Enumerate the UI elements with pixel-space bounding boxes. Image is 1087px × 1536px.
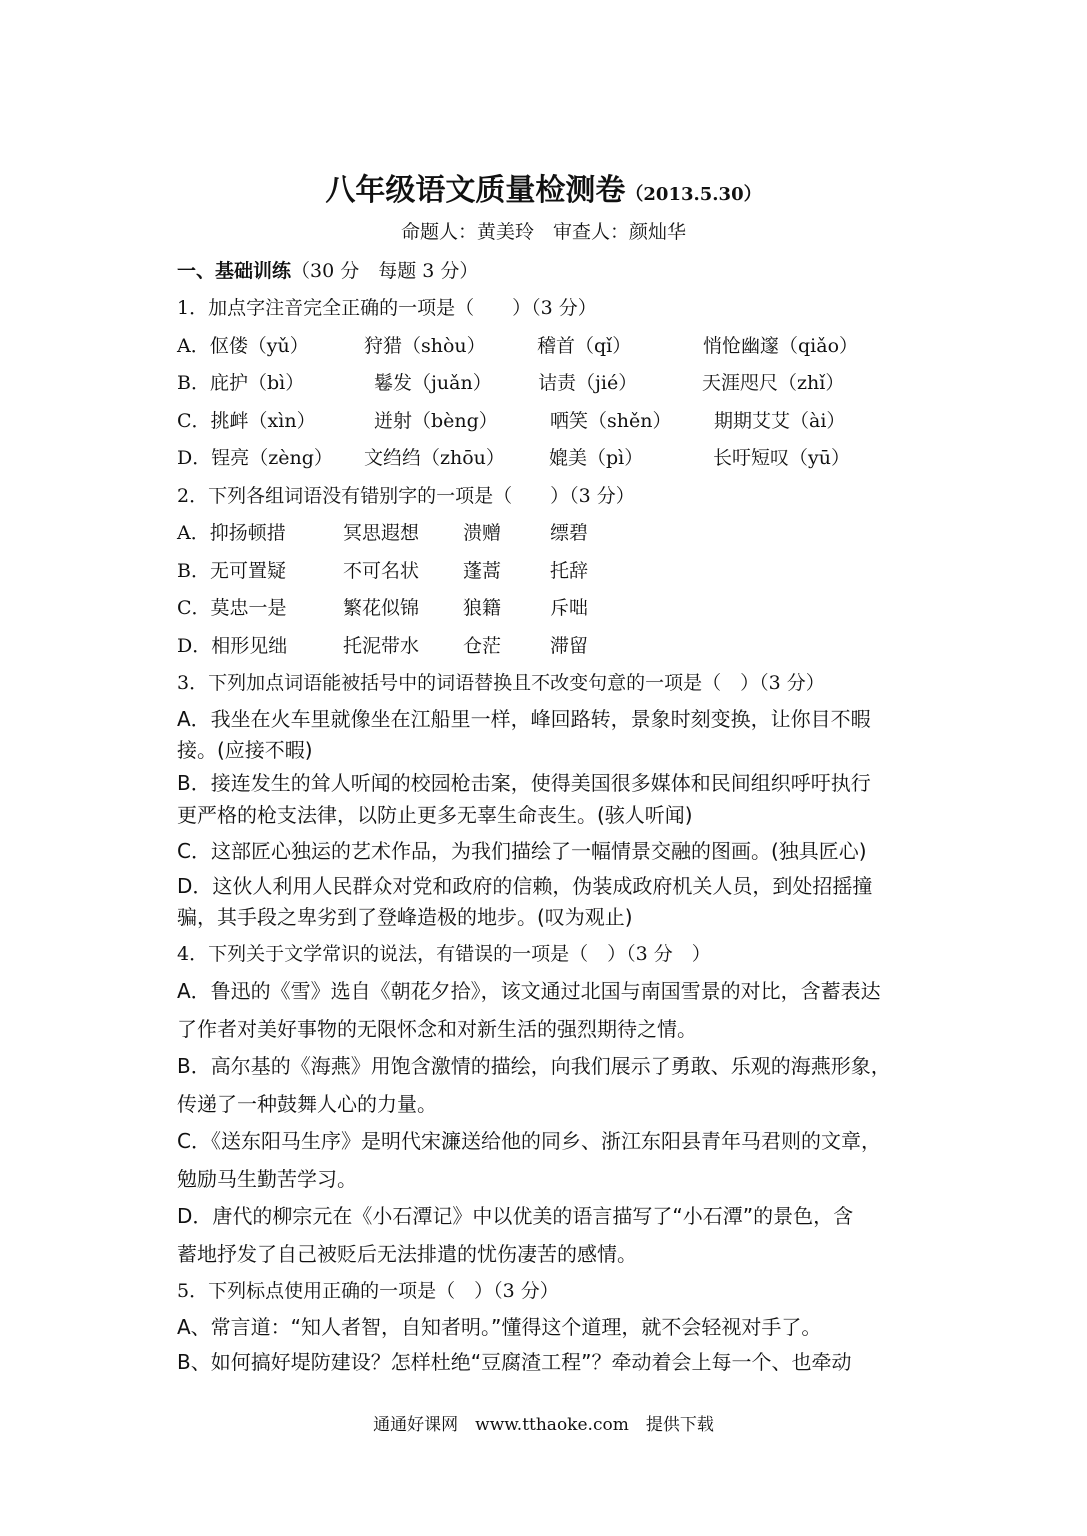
q1-stem: 1．加点字注音完全正确的一项是（ ）（3 分） — [177, 297, 597, 319]
q1-d-1: D．锃亮（zèng） — [177, 447, 333, 469]
q2-c-1: C．莫忠一是 — [177, 597, 287, 619]
q1-b-3: 诘责（jié） — [538, 372, 638, 394]
q4-line: 勉励马生勤苦学习。 — [177, 1167, 357, 1191]
q1-c-4: 期期艾艾（ài） — [714, 410, 846, 432]
q5-line: B、如何搞好堤防建设？怎样杜绝“豆腐渣工程”？牵动着会上每一个、也牵动 — [177, 1350, 852, 1374]
q3-line: 接。(应接不暇) — [177, 738, 313, 762]
q3-line: B．接连发生的耸人听闻的校园枪击案，使得美国很多媒体和民间组织呼吁执行 — [177, 771, 871, 795]
section1-title: 一、基础训练 — [177, 260, 292, 282]
q1-b-1: B．庇护（bì） — [177, 372, 305, 394]
q1-c-1: C．挑衅（xìn） — [177, 410, 316, 432]
q2-option-row — [177, 593, 588, 620]
section1-note: （30 分 每题 3 分） — [291, 260, 479, 282]
section1-heading — [177, 256, 478, 283]
q3-line: D．这伙人利用人民群众对党和政府的信赖，伪装成政府机关人员，到处招摇撞 — [177, 874, 873, 898]
q4-stem: 4．下列关于文学常识的说法，有错误的一项是（ ）（3 分 ） — [177, 943, 711, 965]
q1-option-row — [177, 331, 858, 358]
q3-line: A．我坐在火车里就像坐在江船里一样，峰回路转，景象时刻变换，让你目不暇 — [177, 707, 871, 731]
title-text: 八年级语文质量检测卷 — [325, 173, 626, 208]
q5-line: A、常言道：“知人者智，自知者明。”懂得这个道理，就不会轻视对手了。 — [177, 1315, 822, 1339]
q1-option-row — [177, 368, 844, 395]
q2-a-4: 缥碧 — [550, 522, 589, 544]
q1-a-4: 悄怆幽邃（qiǎo） — [703, 335, 859, 357]
q1-a-1: A．伛偻（yǔ） — [177, 335, 309, 357]
page-title — [0, 165, 1087, 209]
q2-option-row — [177, 556, 588, 583]
q2-c-3: 狼籍 — [463, 597, 502, 619]
q1-d-2: 文绉绉（zhōu） — [364, 447, 505, 469]
title-date: （2013.5.30） — [625, 184, 762, 205]
q2-c-2: 繁花似锦 — [343, 597, 420, 619]
q4-line: 蓄地抒发了自己被贬后无法排遣的忧伤凄苦的感情。 — [177, 1242, 637, 1266]
q2-option-row — [177, 518, 588, 545]
q3-stem: 3．下列加点词语能被括号中的词语替换且不改变句意的一项是（ ）（3 分） — [177, 672, 825, 694]
q2-c-4: 斥咄 — [550, 597, 589, 619]
q2-a-2: 冥思遐想 — [343, 522, 420, 544]
q1-d-3: 媲美（pì） — [549, 447, 644, 469]
q1-c-3: 哂笑（shěn） — [550, 410, 672, 432]
q2-stem: 2．下列各组词语没有错别字的一项是（ ）（3 分） — [177, 485, 635, 507]
q2-b-3: 蓬蒿 — [463, 560, 502, 582]
q3-line: C．这部匠心独运的艺术作品，为我们描绘了一幅情景交融的图画。(独具匠心) — [177, 839, 867, 863]
q1-a-3: 稽首（qǐ） — [537, 335, 632, 357]
q2-b-1: B．无可置疑 — [177, 560, 286, 582]
q4-line: B．高尔基的《海燕》用饱含激情的描绘，向我们展示了勇敢、乐观的海燕形象， — [177, 1054, 891, 1078]
q1-d-4: 长吁短叹（yū） — [713, 447, 850, 469]
q1-a-2: 狩猎（shòu） — [364, 335, 486, 357]
q2-a-1: A．抑扬顿措 — [177, 522, 286, 544]
q4-line: C．《送东阳马生序》是明代宋濂送给他的同乡、浙江东阳县青年马君则的文章， — [177, 1129, 881, 1153]
q3-line: 骗，其手段之卑劣到了登峰造极的地步。(叹为观止) — [177, 905, 633, 929]
page-footer: 通通好课网 www.tthaoke.com 提供下载 — [373, 1415, 714, 1435]
q3-line: 更严格的枪支法律，以防止更多无辜生命丧生。(骇人听闻) — [177, 803, 693, 827]
authors-line: 命题人：黄美玲 审查人：颜灿华 — [400, 221, 686, 243]
q4-line: 传递了一种鼓舞人心的力量。 — [177, 1092, 437, 1116]
q4-line: 了作者对美好事物的无限怀念和对新生活的强烈期待之情。 — [177, 1017, 697, 1041]
q2-option-row — [177, 631, 588, 658]
q4-line: A．鲁迅的《雪》选自《朝花夕拾》，该文通过北国与南国雪景的对比，含蓄表达 — [177, 979, 881, 1003]
q4-line: D．唐代的柳宗元在《小石潭记》中以优美的语言描写了“小石潭”的景色，含 — [177, 1204, 854, 1228]
q1-option-row — [177, 406, 845, 433]
q2-a-3: 溃赠 — [463, 522, 502, 544]
q1-b-4: 天涯咫尺（zhǐ） — [702, 372, 845, 394]
q2-b-2: 不可名状 — [343, 560, 420, 582]
q2-b-4: 托辞 — [550, 560, 589, 582]
q2-d-1: D．相形见绌 — [177, 635, 288, 657]
q2-d-3: 仓茫 — [463, 635, 502, 657]
q1-option-row — [177, 443, 850, 470]
q1-b-2: 鬈发（juǎn） — [374, 372, 492, 394]
q2-d-4: 滞留 — [550, 635, 589, 657]
q1-c-2: 迸射（bèng） — [374, 410, 498, 432]
q2-d-2: 托泥带水 — [343, 635, 420, 657]
q5-stem: 5．下列标点使用正确的一项是（ ）（3 分） — [177, 1280, 559, 1302]
